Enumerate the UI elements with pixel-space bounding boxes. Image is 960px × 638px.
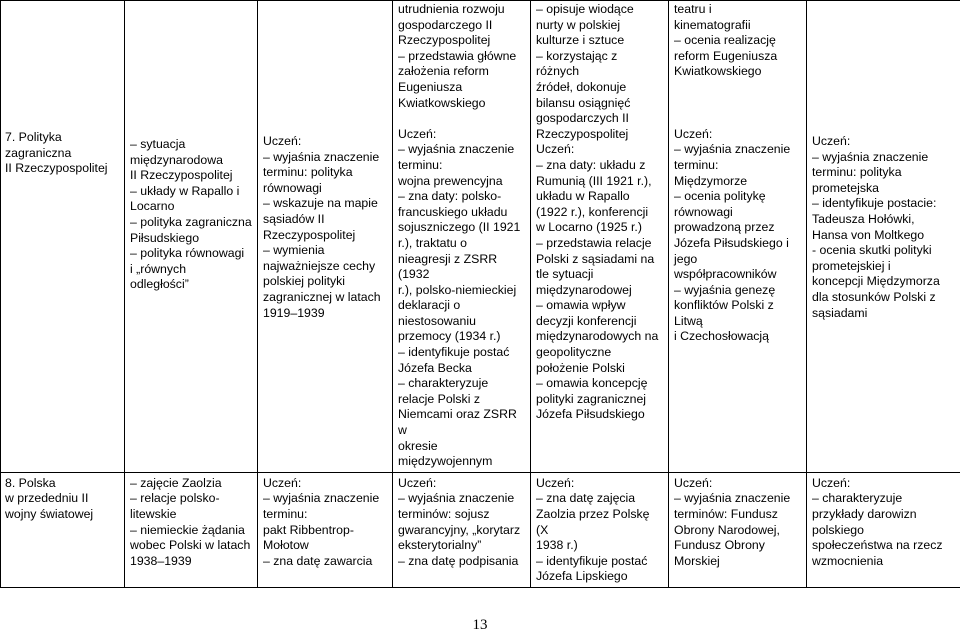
cell-text-line: 1938–1939 [130,553,192,568]
cell-text-line: – zna datę zawarcia [263,553,373,568]
cell-text-line: Uczeń: [812,134,851,148]
cell-content [125,1,258,473]
cell-text-line: – wyjaśnia znaczenie [812,149,929,164]
cell-text-line: – omawia koncepcję [536,376,648,391]
cell-text-line: decyzji konferencji [536,313,637,328]
cell-text-line: prometejskiej i [812,258,891,273]
cell-text-line: Uczeń: [674,475,713,490]
cell-text-line: założenia reform [398,64,489,79]
cell-text-line: Kwiatkowskiego [674,64,762,79]
cell-text-line: 1938 r.) [536,538,578,553]
cell-text-line: Obrony Narodowej, [674,522,780,537]
cell-text-line: – wyjaśnia znaczenie [398,142,515,157]
cell-text-line: okresie [398,438,438,453]
cell-text-line: Józefa Lipskiego [536,569,628,584]
page-number: 13 [472,617,488,633]
cell-text-line: Uczeń: [674,126,713,141]
cell-grade-6 [807,1,960,473]
cell-text-line [674,96,801,112]
cell-grade-4 [531,1,669,473]
cell-text-line: relacje Polski z [398,391,481,406]
cell-text-line: konfliktów Polski z [674,298,774,313]
cell-text-line: Niemcami oraz ZSRR w [398,407,517,438]
cell-grade-3 [393,1,531,473]
cell-text-line: r.), polsko-niemieckiej [398,282,517,297]
cell-text-line: Rzeczypospolitej [536,126,629,141]
cell-text-line: równowagi [674,204,733,219]
cell-text-line: eksterytorialny” [398,538,482,553]
cell-text-line: zagraniczna [5,145,72,160]
cell-text-line: – zajęcie Zaolzia [130,475,222,490]
cell-text-line: zagranicznej w latach [263,289,381,304]
cell-text-line: reform Eugeniusza [674,48,778,63]
cell-text-line: – ocenia realizację [674,33,776,48]
cell-text-line: terminu: polityka [263,165,353,180]
cell-text-line: Locarno [130,199,175,214]
cell-text-line: – identyfikuje postać [536,553,648,568]
cell-text-line: wzmocnienia [812,553,884,568]
cell-text-line: Tadeusza Hołówki, [812,211,915,226]
cell-text-line: koncepcji Międzymorza [812,274,940,289]
cell-text-line: terminu: polityka [812,165,902,180]
cell-grade-2 [258,472,393,587]
cell-text-line: – relacje polsko- [130,491,220,506]
cell-text-line: Litwą [674,313,703,328]
cell-topic [1,1,125,473]
cell-text-line: Hansa von Moltkego [812,227,925,242]
cell-text-line: Józefa Piłsudskiego [536,407,645,422]
cell-grade-5 [669,1,807,473]
cell-text-line: prometejska [812,180,879,195]
cell-text-line [674,111,801,127]
cell-text-line: najważniejsze cechy [263,258,376,273]
cell-text-line: współpracowników [674,267,777,282]
cell-text-line: II Rzeczypospolitej [5,161,108,176]
cell-text-line: międzywojennym [398,454,493,469]
cell-text-line: sąsiadów II [263,211,325,226]
cell-text-line: – wskazuje na mapie [263,196,378,211]
cell-text-line: – charakteryzuje [398,376,489,391]
cell-text-line: - ocenia skutki polityki [812,243,932,258]
cell-text-line: źródeł, dokonuje [536,79,627,94]
cell-text-line: terminów: Fundusz [674,507,778,521]
cell-text-line: układu w Rapallo [536,189,630,204]
cell-text-line: polityki zagranicznej [536,391,647,406]
cell-text-line: – sytuacja [130,137,186,151]
cell-text-line: – zna daty: układu z [536,157,646,172]
cell-text-line: – korzystając z różnych [536,48,618,79]
cell-text-line: Kwiatkowskiego [398,95,486,110]
cell-text-line: r.), traktatu o [398,235,468,250]
cell-text-line: Uczeń: [398,475,437,490]
cell-text-line: – wyjaśnia znaczenie [674,491,791,506]
cell-text-line: wojna prewencyjna [398,173,503,188]
cell-text-line: Morskiej [674,553,720,568]
cell-text-line: – ocenia politykę [674,189,766,204]
cell-text-line: – wyjaśnia genezę [674,282,776,297]
cell-text-line: międzynarodowa [130,152,223,167]
cell-text-line: jego [674,251,698,266]
cell-text-line: – przedstawia główne [398,48,517,63]
cell-grade-4 [531,472,669,587]
cell-text-line: Polski z sąsiadami na [536,251,655,266]
cell-text-line: Rzeczypospolitej [263,227,356,242]
cell-text-line: międzynarodowych na [536,329,659,344]
cell-text-line: gospodarczego II [398,17,493,32]
cell-text-line: Rumunią (III 1921 r.), [536,173,652,188]
cell-text-line: i „równych [130,261,187,276]
cell-text-line: międzynarodowej [536,282,632,297]
cell-text-line: terminu: [674,157,719,172]
cell-text-line: Piłsudskiego [130,230,200,245]
cell-text-line: francuskiego układu [398,204,508,219]
cell-text-line: – wyjaśnia znaczenie [263,491,380,506]
cell-text-line: wobec Polski w latach [130,538,251,553]
cell-text-line: Międzymorze [674,173,748,188]
cell-text-line: – charakteryzuje [812,491,903,506]
cell-text-line: – zna datę podpisania [398,553,519,568]
cell-text-line: pakt Ribbentrop- [263,522,354,537]
cell-text-line: w przededniu II [5,491,89,506]
cell-text-line: – wymienia [263,243,325,258]
cell-text-line: – opisuje wiodące [536,2,634,16]
cell-text-line: – przedstawia relacje [536,235,652,250]
cell-text-line: Uczeń: [263,475,302,490]
cell-text-line: deklaracji o [398,298,461,313]
cell-text-line: odległości” [130,277,189,292]
cell-text-line: Zaolzia przez Polskę (X [536,507,650,537]
cell-text-line: – wyjaśnia znaczenie [263,149,380,164]
cell-text-line: Fundusz Obrony [674,538,765,553]
cell-text-line: Uczeń: [536,475,575,490]
cell-text-line: Józefa Piłsudskiego i [674,235,789,250]
cell-text-line: wojny światowej [5,507,94,521]
cell-text-line: II Rzeczypospolitej [130,168,233,183]
cell-content [125,472,258,587]
table-row [1,1,960,473]
cell-text-line: – polityka równowagi [130,246,245,261]
cell-text-line: – identyfikuje postać [398,345,510,360]
cell-text-line: – omawia wpływ [536,298,626,313]
cell-text-line [674,80,801,96]
cell-text-line: tle sytuacji [536,267,594,282]
cell-text-line: teatru i [674,2,712,16]
cell-text-line: położenie Polski [536,360,625,375]
cell-text-line: polskiego [812,522,864,537]
cell-text-line: Uczeń: [536,142,575,157]
cell-text-line: równowagi [263,180,322,195]
cell-text-line: 8. Polska [5,475,56,490]
cell-topic [1,472,125,587]
cell-text-line: (1922 r.), konferencji [536,204,649,219]
cell-text-line: geopolityczne [536,345,612,360]
cell-text-line: terminów: sojusz [398,507,490,521]
cell-text-line: prowadzoną przez [674,220,775,235]
cell-text-line: sąsiadami [812,305,868,320]
cell-grade-2 [258,1,393,473]
table-row [1,472,960,587]
cell-text-line: – polityka zagraniczna [130,214,252,229]
cell-text-line: kinematografii [674,17,751,32]
cell-text-line: przemocy (1934 r.) [398,329,501,344]
cell-text-line: Uczeń: [263,134,302,148]
cell-text-line: niestosowaniu [398,313,476,328]
cell-text-line: – zna daty: polsko- [398,189,502,204]
cell-grade-3 [393,472,531,587]
cell-text-line: – wyjaśnia znaczenie [674,142,791,157]
cell-text-line: terminu: [263,507,308,521]
cell-text-line: utrudnienia rozwoju [398,2,505,16]
cell-text-line: bilansu osiągnięć [536,95,631,110]
cell-text-line: nieagresji z ZSRR (1932 [398,251,498,282]
cell-text-line: Rzeczypospolitej [398,33,491,48]
cell-text-line: Mołotow [263,538,309,553]
cell-grade-6 [807,472,960,587]
cell-text-line: gospodarczych II [536,111,629,126]
cell-text-line: – układy w Rapallo i [130,183,240,198]
cell-text-line: dla stosunków Polski z [812,289,936,304]
cell-text-line: Uczeń: [812,475,851,490]
cell-text-line: polskiej polityki [263,274,346,289]
cell-text-line: – zna datę zajęcia [536,491,636,506]
cell-text-line: Józefa Becka [398,360,472,375]
cell-text-line: Uczeń: [398,126,437,141]
cell-text-line: w Locarno (1925 r.) [536,220,642,235]
cell-text-line: – wyjaśnia znaczenie [398,491,515,506]
cell-text-line: społeczeństwa na rzecz [812,538,943,553]
cell-text-line [398,111,525,127]
cell-text-line: terminu: [398,157,443,172]
cell-text-line: – identyfikuje postacie: [812,196,937,211]
cell-text-line: i Czechosłowacją [674,329,770,344]
cell-text-line: Eugeniusza [398,79,463,94]
cell-text-line: – niemieckie żądania [130,522,245,537]
cell-text-line: kulturze i sztuce [536,33,625,48]
cell-text-line: nurty w polskiej [536,17,621,32]
cell-text-line: sojuszniczego (II 1921 [398,220,521,235]
cell-text-line: gwarancyjny, „korytarz [398,522,521,537]
cell-text-line: litewskie [130,507,177,521]
cell-text-line: 7. Polityka [5,130,62,144]
cell-grade-5 [669,472,807,587]
cell-text-line: przykłady darowizn [812,507,917,521]
cell-text-line: 1919–1939 [263,305,325,320]
